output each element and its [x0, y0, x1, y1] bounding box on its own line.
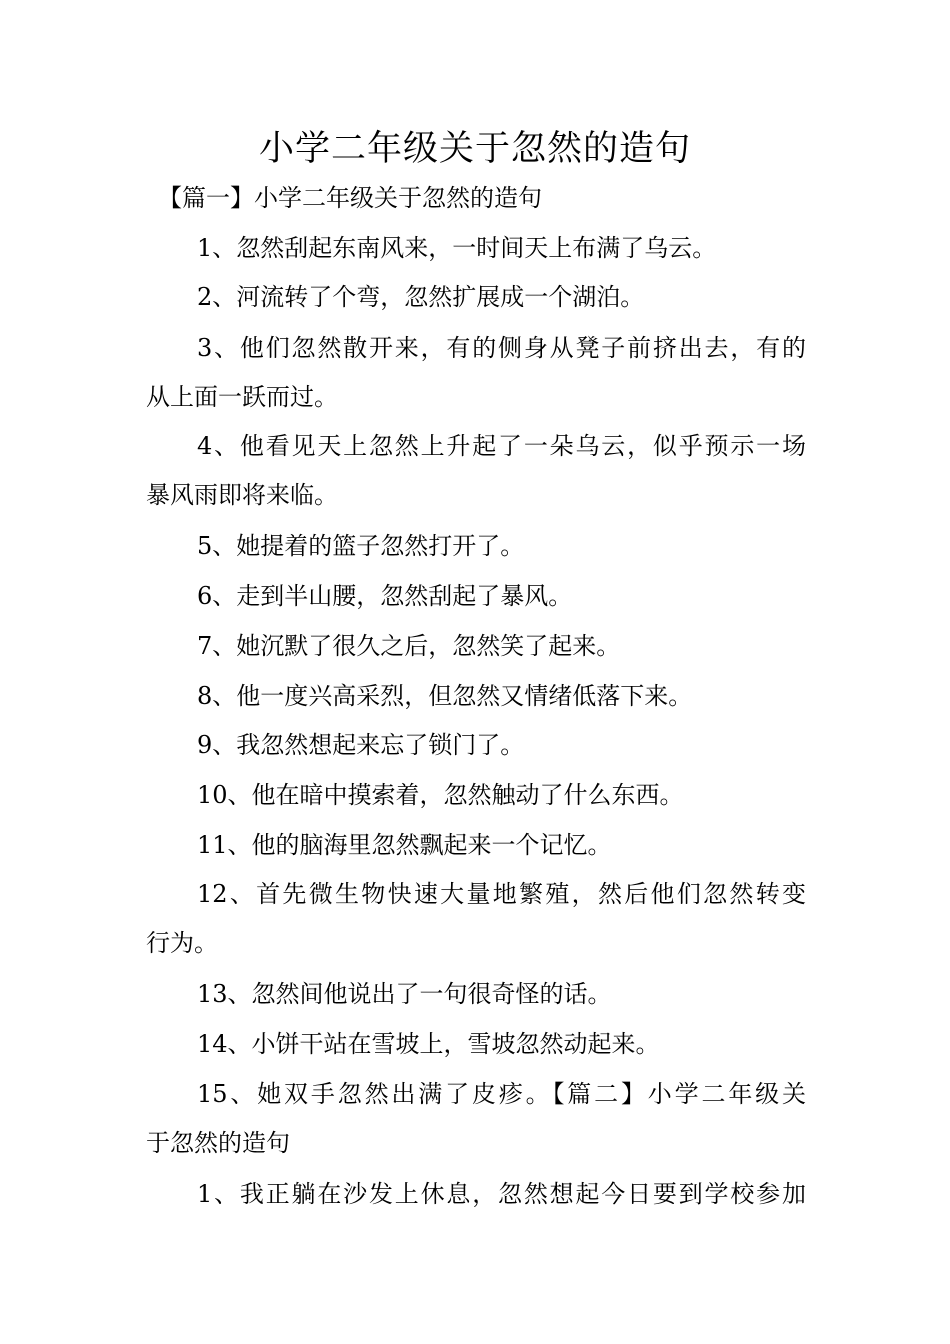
paragraph-line: 暴风雨即将来临。	[146, 481, 338, 509]
paragraph	[146, 721, 806, 770]
paragraph	[146, 622, 806, 671]
paragraph-line: 行为。	[146, 929, 218, 957]
paragraph	[146, 324, 806, 422]
paragraph-line: 11、他的脑海里忽然飘起来一个记忆。	[197, 831, 612, 859]
document-title: 小学二年级关于忽然的造句	[258, 129, 691, 169]
paragraph-line: 6、走到半山腰，忽然刮起了暴风。	[197, 582, 573, 610]
paragraph-line: 于忽然的造句	[146, 1129, 290, 1157]
paragraph	[146, 572, 806, 621]
paragraph	[146, 672, 806, 721]
paragraph	[146, 821, 806, 870]
paragraph	[146, 1070, 806, 1168]
paragraph-line: 9、我忽然想起来忘了锁门了。	[197, 731, 525, 759]
paragraph-line: 3、他们忽然散开来，有的侧身从凳子前挤出去，有的	[197, 334, 806, 362]
paragraph-line: 12、首先微生物快速大量地繁殖，然后他们忽然转变	[197, 880, 806, 908]
paragraph-line: 8、他一度兴高采烈，但忽然又情绪低落下来。	[197, 682, 693, 710]
section-heading: 【篇一】小学二年级关于忽然的造句	[158, 184, 542, 212]
paragraph-line: 7、她沉默了很久之后，忽然笑了起来。	[197, 632, 621, 660]
paragraph	[146, 422, 806, 520]
paragraph-line: 1、忽然刮起东南风来，一时间天上布满了乌云。	[197, 234, 717, 262]
paragraph	[146, 771, 806, 820]
paragraph-line: 13、忽然间他说出了一句很奇怪的话。	[197, 980, 612, 1008]
paragraph-line: 14、小饼干站在雪坡上，雪坡忽然动起来。	[197, 1030, 660, 1058]
paragraph-line: 15、她双手忽然出满了皮疹。【篇二】小学二年级关	[197, 1080, 806, 1108]
paragraph-line: 4、他看见天上忽然上升起了一朵乌云，似乎预示一场	[197, 432, 806, 460]
paragraph	[146, 1170, 806, 1219]
paragraph	[146, 273, 806, 322]
paragraph-line: 从上面一跃而过。	[146, 383, 338, 411]
paragraph	[146, 970, 806, 1019]
paragraph	[146, 870, 806, 968]
paragraph	[146, 1020, 806, 1069]
paragraph-line: 1、我正躺在沙发上休息，忽然想起今日要到学校参加	[197, 1180, 806, 1208]
paragraph-line: 10、他在暗中摸索着，忽然触动了什么东西。	[197, 781, 684, 809]
paragraph	[146, 522, 806, 571]
paragraph-line: 2、河流转了个弯，忽然扩展成一个湖泊。	[197, 283, 645, 311]
paragraph-line: 5、她提着的篮子忽然打开了。	[197, 532, 525, 560]
paragraph	[146, 224, 806, 273]
